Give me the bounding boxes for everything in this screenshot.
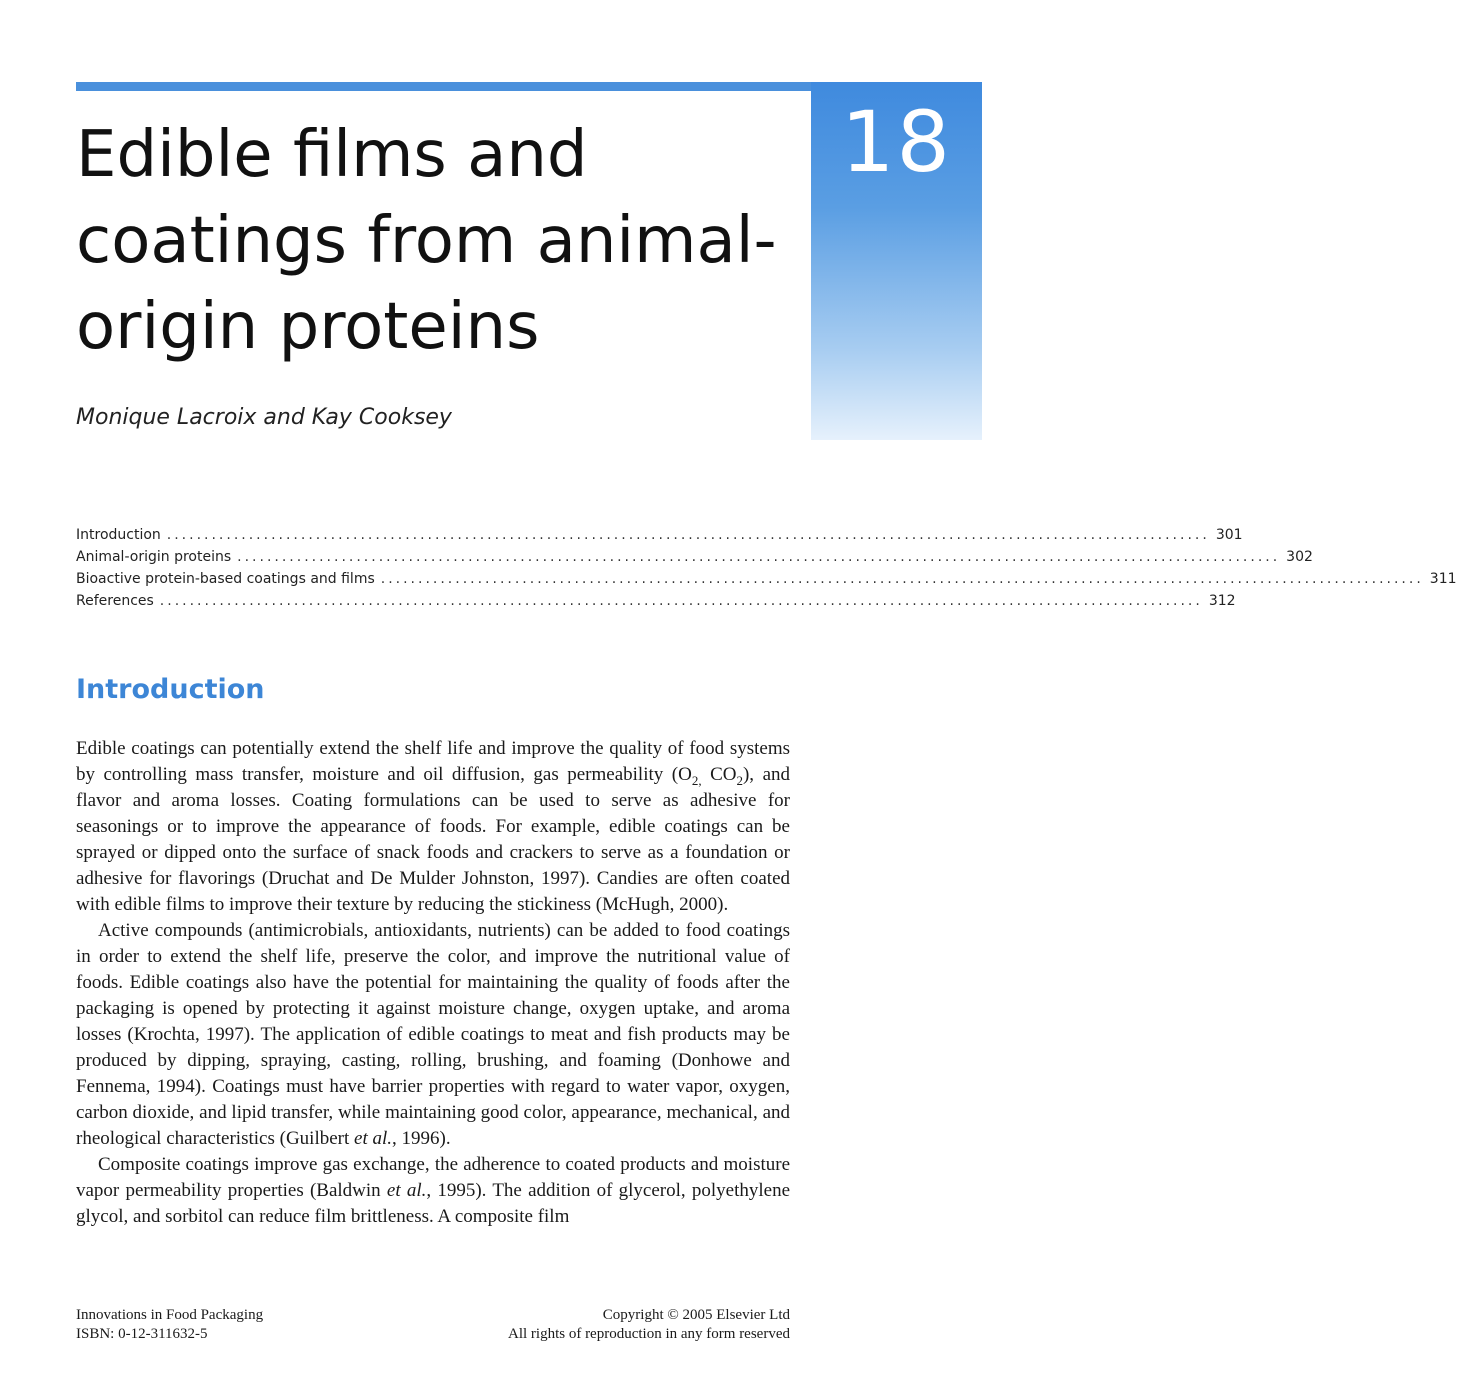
paragraph-text: CO (701, 764, 737, 785)
toc-leader-dots: ............................................................................................................................................ (166, 527, 1210, 543)
toc-entry-label: Animal-origin proteins (76, 549, 232, 565)
italic-text: et al. (354, 1128, 393, 1149)
paragraph-text: , 1996). (392, 1128, 451, 1149)
toc-leader-dots: ............................................................................................................................................ (237, 549, 1281, 565)
section-heading: Introduction (76, 674, 265, 705)
toc-entry[interactable] (76, 568, 1457, 590)
footer-copyright (508, 1306, 790, 1344)
toc-entry[interactable] (76, 590, 1236, 612)
chapter-number-block (811, 82, 982, 440)
paragraph-text: ), and flavor and aroma losses. Coating formulations can be used to serve as adhesive for seasonings or to improve the appearance of foods. For example, edible coatings can be sprayed or dipped onto the surface of snack foods and crackers to serve as a foundation or adhesive for flavorings (Druchat and De Mulder Johnston, 1997). Candies are often coated with edible films to improve their texture by reducing the stickiness (McHugh, 2000). (76, 764, 790, 915)
paragraph (76, 918, 790, 1152)
copyright-line: Copyright © 2005 Elsevier Ltd (602, 1307, 790, 1323)
toc-entry[interactable] (76, 524, 1243, 546)
book-title: Innovations in Food Packaging (76, 1307, 264, 1323)
chapter-title-line: origin proteins (76, 290, 540, 364)
isbn: ISBN: 0-12-311632-5 (76, 1326, 208, 1342)
toc-leader-dots: ............................................................................................................................................ (380, 571, 1424, 587)
chapter-number: 18 (841, 93, 952, 191)
chapter-authors: Monique Lacroix and Kay Cooksey (76, 405, 452, 430)
paragraph-text: Composite coatings improve gas exchange, the adherence to coated products and moisture vapor permeability properties (Baldwin (76, 1154, 790, 1201)
paragraph-text: Active compounds (antimicrobials, antioxidants, nutrients) can be added to food coatings in order to extend the shelf life, preserve the color, and improve the nutritional value of foods. Edible coatings also have the potential for maintaining the quality of foods after the packaging is opened by protecting it against moisture change, oxygen uptake, and aroma losses (Krochta, 1997). The application of edible coatings to meat and fish products may be produced by dipping, spraying, casting, rolling, brushing, and foaming (Donhowe and Fennema, 1994). Coatings must have barrier properties with regard to water vapor, oxygen, carbon dioxide, and lipid transfer, while maintaining good color, appearance, mechanical, and rheological characteristics (Guilbert (76, 920, 790, 1149)
toc-entry-label: Bioactive protein-based coatings and films (76, 571, 375, 587)
chapter-title-line: Edible films and (76, 118, 588, 192)
chapter-top-rule (76, 82, 811, 91)
subscript: 2 (736, 772, 743, 788)
footer-book-info (76, 1306, 263, 1344)
toc-leader-dots: ............................................................................................................................................ (159, 593, 1203, 609)
toc-entry-page: 302 (1286, 549, 1313, 565)
italic-text: et al. (386, 1180, 427, 1201)
toc-entry[interactable] (76, 546, 1313, 568)
rights-line: All rights of reproduction in any form reserved (507, 1326, 790, 1342)
paragraph-text: , 1995). The addition of glycerol, polyethylene glycol, and sorbitol can reduce film brittleness. A composite film (76, 1180, 791, 1227)
subscript: 2, (691, 772, 702, 788)
toc-entry-label: References (76, 593, 154, 609)
toc-entry-page: 312 (1208, 593, 1236, 609)
toc-entry-label: Introduction (76, 527, 161, 543)
paragraph-text: Edible coatings can potentially extend the shelf life and improve the quality of food systems by controlling mass transfer, moisture and oil diffusion, gas permeability (O (76, 738, 790, 785)
table-of-contents (76, 524, 1457, 612)
chapter-title-line: coatings from animal- (76, 204, 777, 278)
body-text (76, 736, 790, 1230)
toc-entry-page: 301 (1215, 527, 1243, 543)
paragraph (76, 1152, 790, 1230)
paragraph (76, 736, 790, 918)
chapter-title (76, 112, 806, 370)
toc-entry-page: 311 (1429, 571, 1457, 587)
